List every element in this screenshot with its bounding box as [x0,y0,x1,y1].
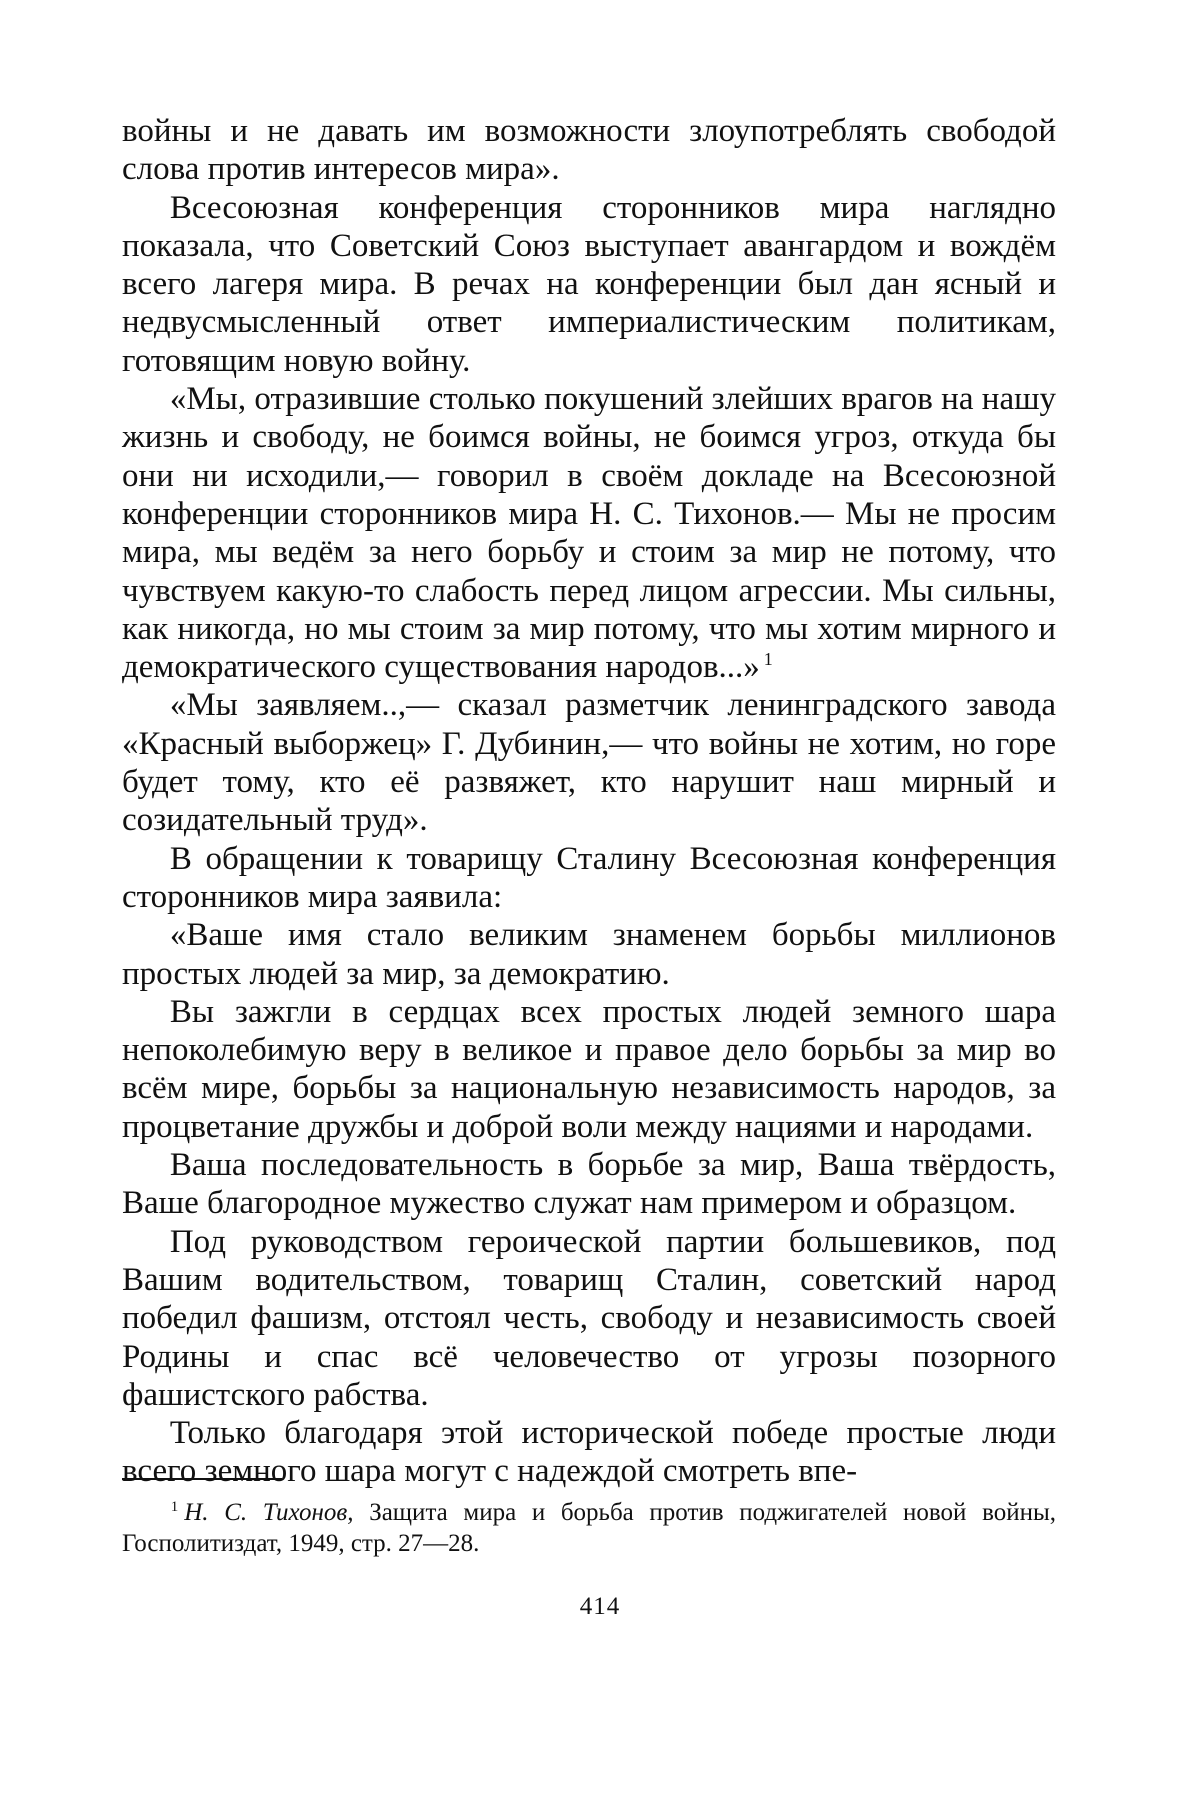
footnote-text: Защита мира и борьба против поджигателей новой войны, Госполитиздат, 1949, стр. 27—28. [122,1499,1057,1557]
footnote [122,1497,1056,1559]
paragraph-address-3: Ваша последовательность в борьбе за мир, Ваша твёрдость, Ваше благородное мужество служат нам примером и образцом. [122,1147,1056,1222]
footnote-mark: 1 [170,1498,179,1515]
paragraph-address-1: «Ваше имя стало великим знаменем борьбы миллионов простых людей за мир, за демократию. [122,917,1056,992]
page-number: 414 [579,1593,621,1620]
paragraph-address-4: Под руководством героической партии большевиков, под Вашим водительством, товарищ Сталин, советский народ победил фашизм, отстоял честь, свободу и независимость своей Родины и спас всё человечество от угрозы позорного фашистского рабства. [122,1223,1056,1413]
paragraph-tikhonov-quote [122,380,1056,686]
footnote-divider [122,1478,282,1480]
paragraph-conference-summary: Всесоюзная конференция сторонников мира наглядно показала, что Советский Союз выступает авангардом и вождём всего лагеря мира. В речах на конференции был дан ясный и недвусмысленный ответ империалистическим политикам, готовящим новую войну. [122,189,1056,379]
footnote-reference: 1 [763,649,773,670]
page-body [122,112,1056,1491]
paragraph-address-5: Только благодаря этой исторической победе простые люди всего земного шара могут с надеждой смотреть впе- [122,1415,1056,1490]
paragraph-continued: войны и не давать им возможности злоупотреблять свободой слова против интересов мира». [122,113,1056,188]
footnote-author: Н. С. Тихонов, [184,1499,354,1526]
tikhonov-quote-text: «Мы, отразившие столько покушений злейших врагов на нашу жизнь и свободу, не боимся войны, не боимся угроз, откуда бы они ни исходили,— говорил в своём докладе на Всесоюзной конференции сторонников мира Н. С. Тихонов.— Мы не просим мира, мы ведём за него борьбу и стоим за мир не потому, что чувствуем какую-то слабость перед лицом агрессии. Мы сильны, как никогда, но мы стоим за мир потому, что мы хотим мирного и демократического существования народов...» [122,381,1056,686]
paragraph-address-intro: В обращении к товарищу Сталину Всесоюзная конференция сторонников мира заявила: [122,840,1056,915]
paragraph-dubinin-quote: «Мы заявляем..,— сказал разметчик ленинградского завода «Красный выборжец» Г. Дубинин,— что войны не хотим, но горе будет тому, кто её развяжет, кто нарушит наш мирный и созидательный труд». [122,687,1056,839]
main-text [122,112,1056,1491]
paragraph-address-2: Вы зажгли в сердцах всех простых людей земного шара непоколебимую веру в великое и правое дело борьбы за мир во всём мире, борьбы за национальную независимость народов, за процветание дружбы и доброй воли между нациями и народами. [122,993,1056,1145]
